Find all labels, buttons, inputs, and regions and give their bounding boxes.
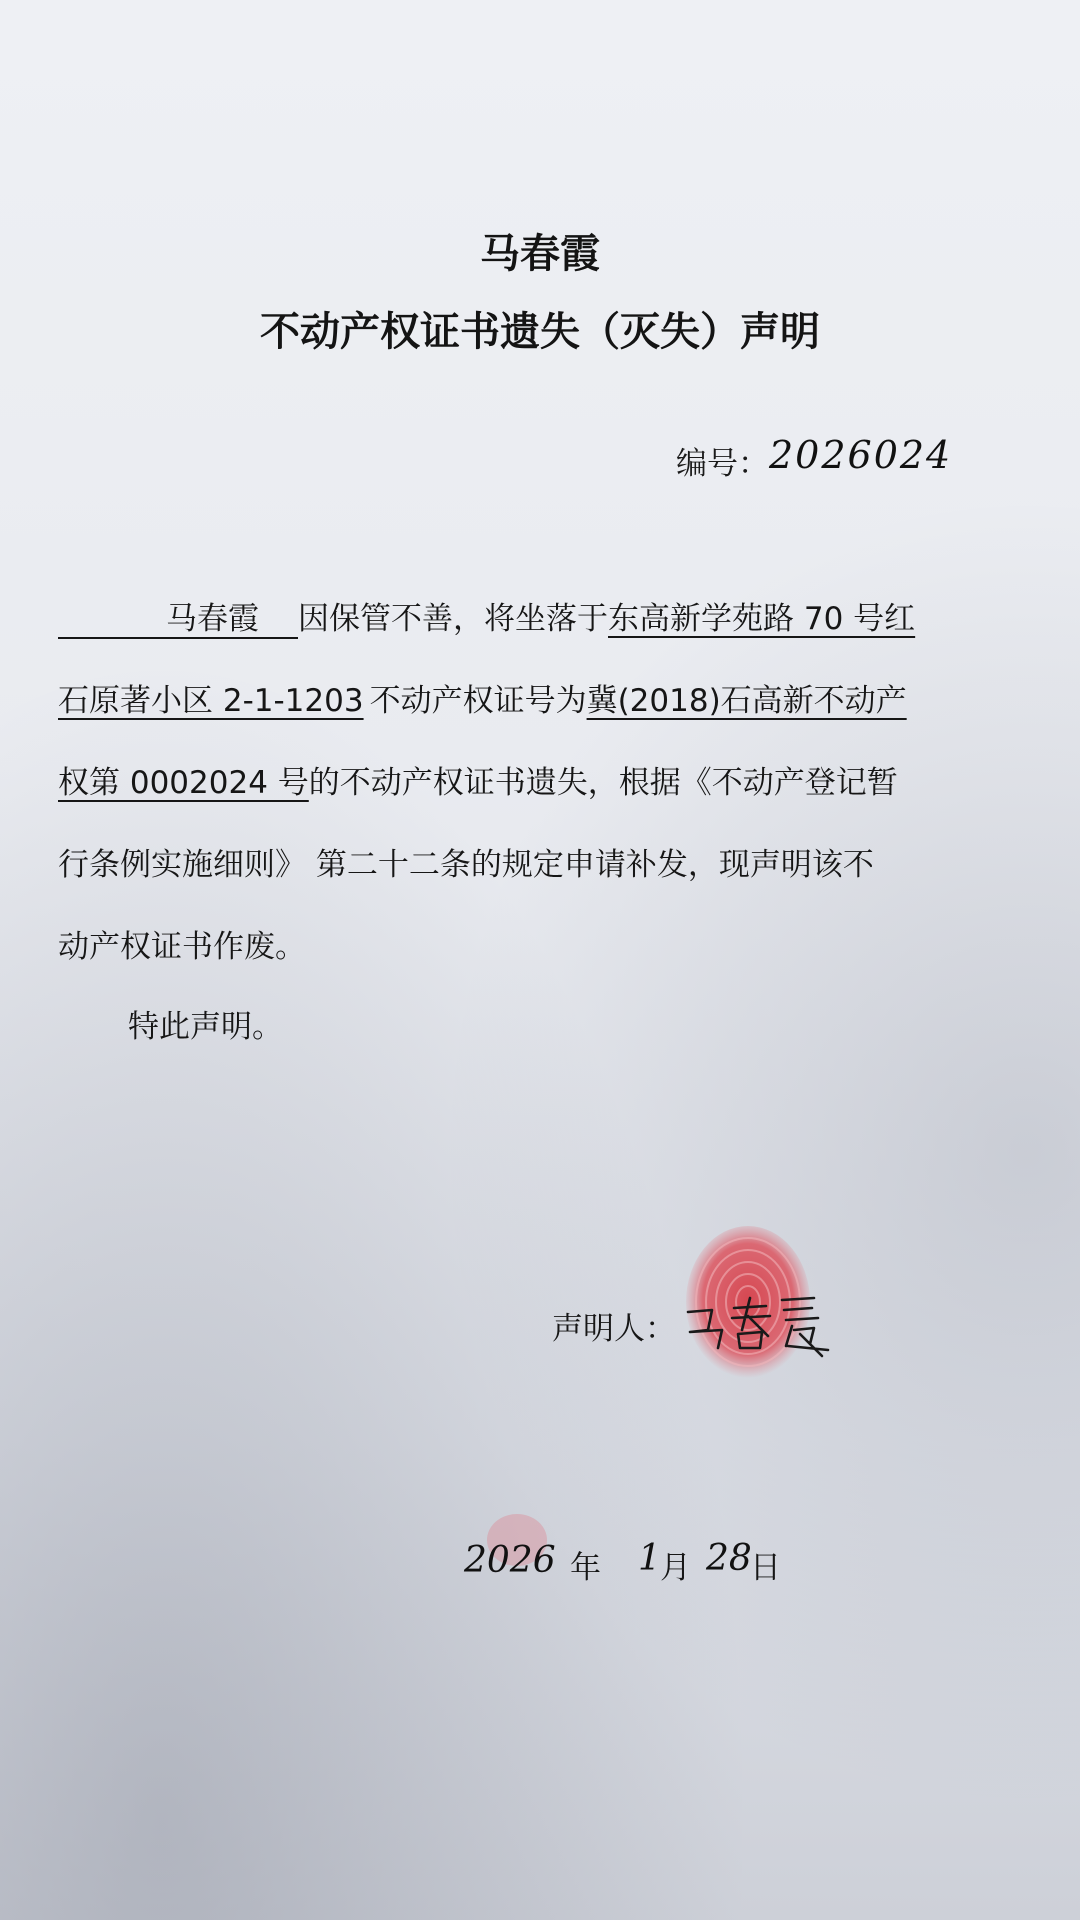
document-title-name: 马春霞 [480,231,600,277]
closing-statement [128,1009,283,1045]
body-line-5 [58,929,306,965]
property-address: 东高新学苑路 70 号红 [608,601,916,637]
declarant-label: 声明人： [552,1311,676,1347]
date-year: 2026 [464,1540,556,1581]
serial-value: 2026024 [769,433,953,477]
body-line-3 [58,765,898,801]
serial-number [676,433,953,483]
certificate-number: 冀(2018)石高新不动产 [586,683,907,719]
date-month: 1 [638,1538,661,1579]
date-year-label: 年 [570,1550,601,1586]
body-line-4 [58,847,874,883]
body-text: 的不动产权证书遗失，根据《不动产登记暂 [308,765,898,801]
body-text: 动产权证书作废。 [58,929,306,965]
date-day: 28 [706,1538,752,1579]
declaration-date [460,1526,800,1596]
certificate-number-cont: 权第 0002024 号 [58,765,309,801]
handwritten-signature [682,1290,832,1360]
body-text: 不动产权证号为 [369,683,587,719]
body-line-1 [58,601,916,639]
date-month-label: 月 [660,1550,691,1586]
document-title: 不动产权证书遗失（灭失）声明 [260,309,820,355]
closing-text: 特此声明。 [128,1009,283,1045]
declarant-name-blank: 马春霞 [58,604,298,639]
body-text: 行条例实施细则》 第二十二条的规定申请补发，现声明该不 [58,847,874,883]
body-line-2 [58,683,907,719]
property-address-cont: 石原著小区 2-1-1203 [58,683,364,719]
serial-label: 编号： [676,446,769,482]
body-text: 因保管不善，将坐落于 [298,601,608,637]
date-day-label: 日 [750,1550,781,1586]
